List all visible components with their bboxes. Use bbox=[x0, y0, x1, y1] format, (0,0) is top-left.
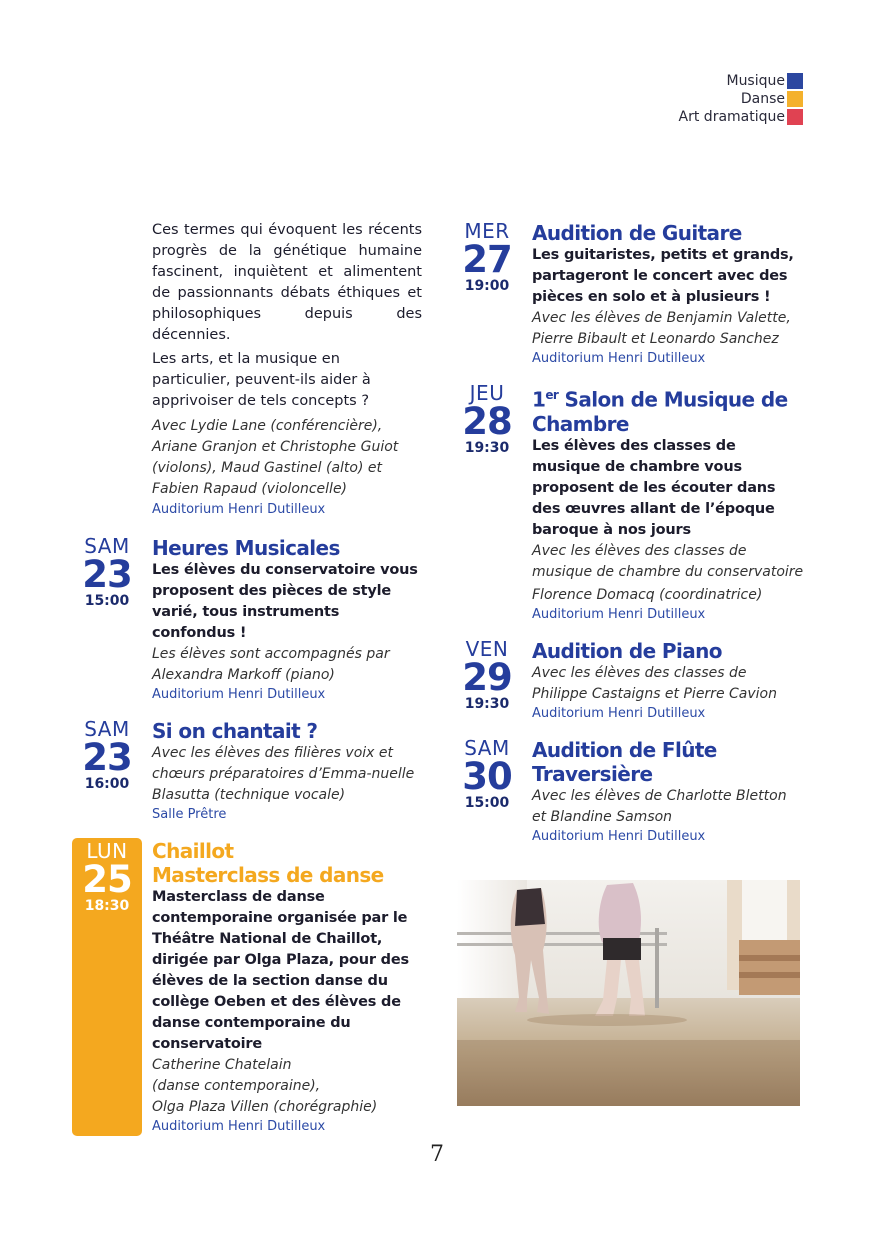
dance-studio-photo bbox=[457, 880, 800, 1106]
event-description: Masterclass de danse contemporaine organisée par le Théâtre National de Chaillot, dirigée par Olga Plaza, pour des élèves de la section danse du collège Oeben et des élèves de danse contemporaine du conservatoire bbox=[152, 889, 409, 1052]
event-weekday: SAM bbox=[84, 717, 130, 741]
page-number: 7 bbox=[430, 1142, 444, 1167]
event-body bbox=[152, 838, 422, 1136]
event-credits: Catherine Chatelain (danse contemporaine), Olga Plaza Villen (chorégraphie) bbox=[152, 1057, 378, 1115]
event-body bbox=[532, 737, 804, 846]
event-day-number: 29 bbox=[462, 655, 512, 699]
event-date bbox=[452, 220, 522, 368]
event-title: Si on chantait ? bbox=[152, 719, 318, 743]
event-heures-musicales bbox=[72, 535, 422, 704]
event-coordinator: Florence Domacq (coordinatrice) bbox=[532, 586, 763, 603]
event-body bbox=[532, 638, 804, 723]
right-column bbox=[452, 220, 804, 846]
event-title-ordinal: er bbox=[545, 388, 559, 402]
event-date bbox=[452, 638, 522, 723]
event-time: 19:30 bbox=[464, 695, 510, 712]
event-day-number: 28 bbox=[462, 400, 512, 443]
event-day-number: 23 bbox=[82, 553, 132, 596]
event-date bbox=[72, 535, 142, 704]
event-date-highlighted bbox=[72, 838, 142, 1136]
event-title: Chaillot Masterclass de danse bbox=[152, 839, 384, 887]
event-audition-guitare bbox=[452, 220, 804, 368]
discipline-legend bbox=[679, 72, 803, 126]
event-date bbox=[452, 382, 522, 624]
intro-venue: Auditorium Henri Dutilleux bbox=[152, 502, 326, 517]
event-title bbox=[532, 383, 804, 436]
dance-studio-illustration bbox=[457, 880, 800, 1106]
legend-swatch bbox=[787, 109, 803, 125]
intro-paragraph: Ces termes qui évoquent les récents progrès de la génétique humaine fascinent, inquiètent et alimentent de passionnants débats éthiques et philosophiques depuis des décennies. bbox=[152, 222, 422, 343]
event-weekday: SAM bbox=[464, 735, 510, 760]
legend-label: Musique bbox=[726, 73, 785, 89]
event-audition-flute bbox=[452, 737, 804, 846]
event-description: Les élèves du conservatoire vous proposent des pièces de style varié, tous instruments confondus ! bbox=[152, 562, 418, 641]
event-body bbox=[152, 535, 422, 704]
event-credits: Avec les élèves des classes de musique de chambre du conservatoire bbox=[532, 542, 804, 580]
legend-swatch bbox=[787, 73, 803, 89]
event-body bbox=[532, 220, 804, 368]
event-time: 18:30 bbox=[84, 898, 130, 914]
event-title: Audition de Flûte Traversière bbox=[532, 737, 717, 786]
event-salon-musique-chambre bbox=[452, 382, 804, 624]
event-audition-piano bbox=[452, 638, 804, 723]
event-si-on-chantait bbox=[72, 718, 422, 824]
event-title-number: 1 bbox=[532, 387, 546, 412]
event-venue: Auditorium Henri Dutilleux bbox=[532, 606, 706, 622]
event-credits: Les élèves sont accompagnés par Alexandra Markoff (piano) bbox=[152, 646, 390, 683]
intro-credits: Avec Lydie Lane (conférencière), Ariane Granjon et Christophe Guiot (violons), Maud Gastinel (alto) et Fabien Rapaud (violoncelle) bbox=[152, 418, 399, 497]
event-venue: Auditorium Henri Dutilleux bbox=[152, 1119, 326, 1134]
event-day-number: 25 bbox=[82, 858, 132, 901]
legend-label: Danse bbox=[740, 91, 785, 107]
event-weekday: LUN bbox=[86, 839, 128, 863]
legend-swatch bbox=[787, 91, 803, 107]
event-weekday: VEN bbox=[465, 636, 509, 661]
event-venue: Auditorium Henri Dutilleux bbox=[532, 705, 706, 721]
event-credits: Avec les élèves de Charlotte Bletton et Blandine Samson bbox=[532, 787, 787, 825]
event-date bbox=[452, 737, 522, 846]
event-venue: Auditorium Henri Dutilleux bbox=[532, 351, 706, 366]
event-title: Audition de Guitare bbox=[532, 221, 742, 245]
event-venue: Salle Prêtre bbox=[152, 807, 227, 822]
left-column bbox=[72, 220, 422, 1136]
legend-label: Art dramatique bbox=[678, 109, 785, 125]
legend-item-musique bbox=[679, 72, 803, 90]
event-time: 15:00 bbox=[464, 794, 510, 811]
event-credits: Avec les élèves des classes de Philippe Castaigns et Pierre Cavion bbox=[532, 664, 777, 702]
event-body bbox=[152, 718, 422, 824]
event-time: 19:30 bbox=[464, 440, 510, 456]
event-weekday: SAM bbox=[84, 534, 130, 558]
event-day-number: 30 bbox=[462, 754, 512, 798]
intro-paragraph: Les arts, et la musique en particulier, peuvent-ils aider à apprivoiser de tels concepts ? bbox=[152, 351, 371, 409]
event-time: 16:00 bbox=[84, 776, 130, 792]
event-date bbox=[72, 718, 142, 824]
event-body bbox=[532, 382, 804, 624]
event-title: Heures Musicales bbox=[152, 536, 340, 560]
event-day-number: 27 bbox=[462, 238, 512, 281]
legend-item-art-dramatique bbox=[679, 108, 803, 126]
event-time: 15:00 bbox=[84, 593, 130, 609]
event-day-number: 23 bbox=[82, 736, 132, 779]
intro-block bbox=[72, 220, 422, 519]
event-weekday: JEU bbox=[469, 381, 505, 405]
event-title: Audition de Piano bbox=[532, 638, 722, 663]
event-chaillot-masterclass bbox=[72, 838, 422, 1136]
event-time: 19:00 bbox=[464, 278, 510, 294]
legend-item-danse bbox=[679, 90, 803, 108]
event-credits: Avec les élèves des filières voix et chœurs préparatoires d’Emma-nuelle Blasutta (technique vocale) bbox=[152, 745, 415, 803]
event-credits: Avec les élèves de Benjamin Valette, Pierre Bibault et Leonardo Sanchez bbox=[532, 310, 791, 347]
event-description: Les élèves des classes de musique de chambre vous proposent de les écouter dans des œuvres allant de l’époque baroque à nos jours bbox=[532, 437, 776, 538]
event-weekday: MER bbox=[464, 219, 510, 243]
event-venue: Auditorium Henri Dutilleux bbox=[532, 828, 706, 844]
event-venue: Auditorium Henri Dutilleux bbox=[152, 687, 326, 702]
event-title-text: Salon de Musique de Chambre bbox=[532, 387, 788, 436]
event-description: Les guitaristes, petits et grands, partageront le concert avec des pièces en solo et à plusieurs ! bbox=[532, 247, 794, 305]
